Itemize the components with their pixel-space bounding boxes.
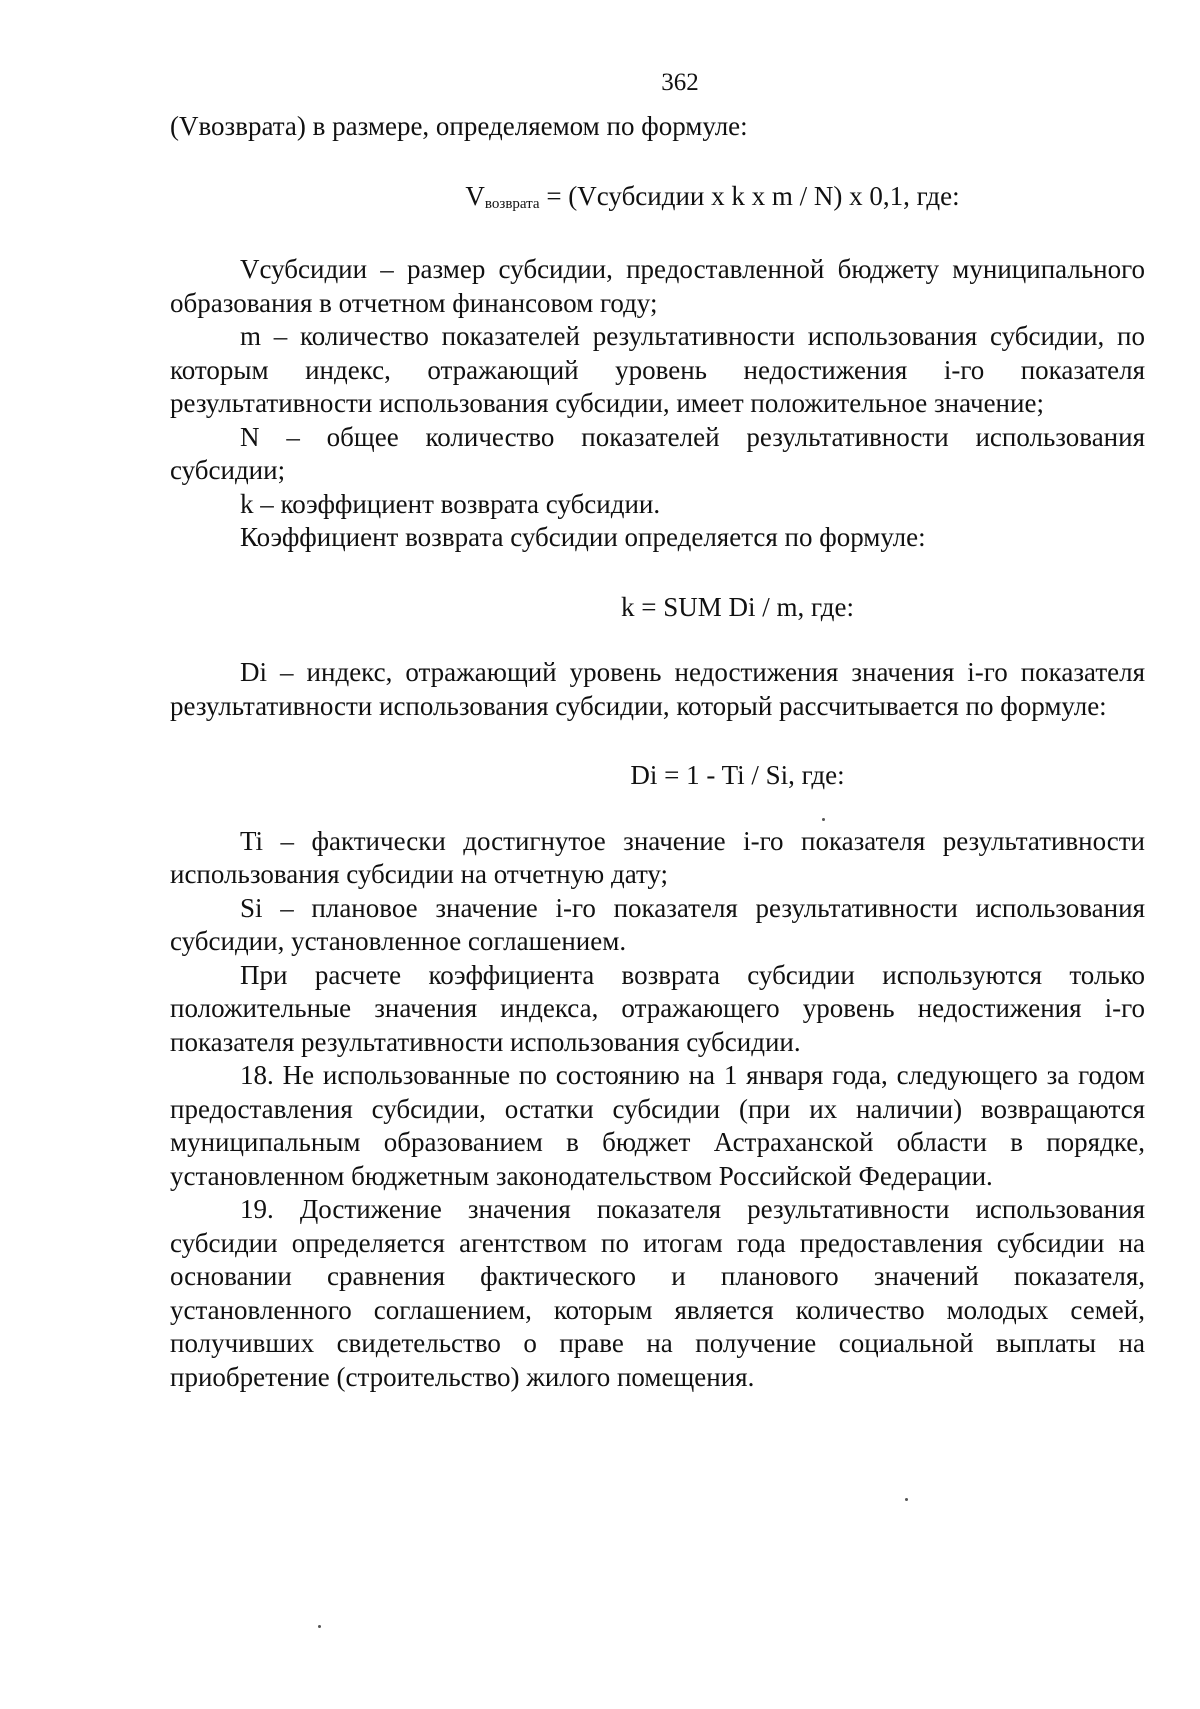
paragraph-di-definition: Di – индекс, отражающий уровень недостижения значения i-го показателя результативности использования субсидии, который рассчитывается по формуле: xyxy=(170,657,1145,721)
paragraph-ti-definition: Ti – фактически достигнутое значение i-го показателя результативности использования субсидии на отчетную дату; xyxy=(170,825,1145,889)
paragraph-si-definition: Si – плановое значение i-го показателя результативности использования субсидии, установленное соглашением. xyxy=(170,892,1145,956)
scan-speck xyxy=(318,1625,321,1628)
formula-v-return: $V_{возврата}$ = (Vсубсидии x k x m / N) x 0,1, где: xyxy=(465,180,960,212)
paragraph-positive-values: При расчете коэффициента возврата субсидии используются только положительные значения индекса, отражающего уровень недостижения i-го показателя результативности использования субсидии. xyxy=(170,959,1145,1057)
paragraph-v-subsidy: Vсубсидии – размер субсидии, предоставленной бюджету муниципального образования в отчетном финансовом году; xyxy=(170,254,1145,318)
paragraph-item-19: 19. Достижение значения показателя результативности использования субсидии определяется агентством по итогам года предоставления субсидии на основании сравнения фактического и планового значений показателя, установленного соглашением, которым является количество молодых семей, получивших свидетельство о праве на получение социальной выплаты на приобретение (строительство) жилого помещения. xyxy=(170,1194,1145,1392)
paragraph-k-definition: k – коэффициент возврата субсидии. xyxy=(240,488,661,519)
paragraph-item-18: 18. Не использованные по состоянию на 1 января года, следующего за годом предоставления субсидии, остатки субсидии (при их наличии) возвращаются муниципальным образованием в бюджет Астраханской области в порядке, установленном бюджетным законодательством Российской Федерации. xyxy=(170,1060,1145,1191)
paragraph-intro: (Vвозврата) в размере, определяемом по формуле: xyxy=(170,111,748,141)
formula-subscript: возврата xyxy=(484,195,540,212)
paragraph-m-definition: m – количество показателей результативности использования субсидии, по которым индекс, отражающий уровень недостижения i-го показателя результативности использования субсидии, имеет положительное значение; xyxy=(170,321,1145,418)
formula-k: k = SUM Di / m, где: xyxy=(621,591,854,622)
paragraph-k-formula-intro: Коэффициент возврата субсидии определяется по формуле: xyxy=(240,522,926,552)
formula-di: Di = 1 - Ti / Si, где: xyxy=(630,760,845,790)
document-body xyxy=(170,110,1145,1394)
paragraph-n-definition: N – общее количество показателей результативности использования субсидии; xyxy=(170,421,1145,485)
scan-speck xyxy=(822,818,825,821)
page-number: 362 xyxy=(661,69,699,96)
scan-speck xyxy=(905,1498,908,1501)
